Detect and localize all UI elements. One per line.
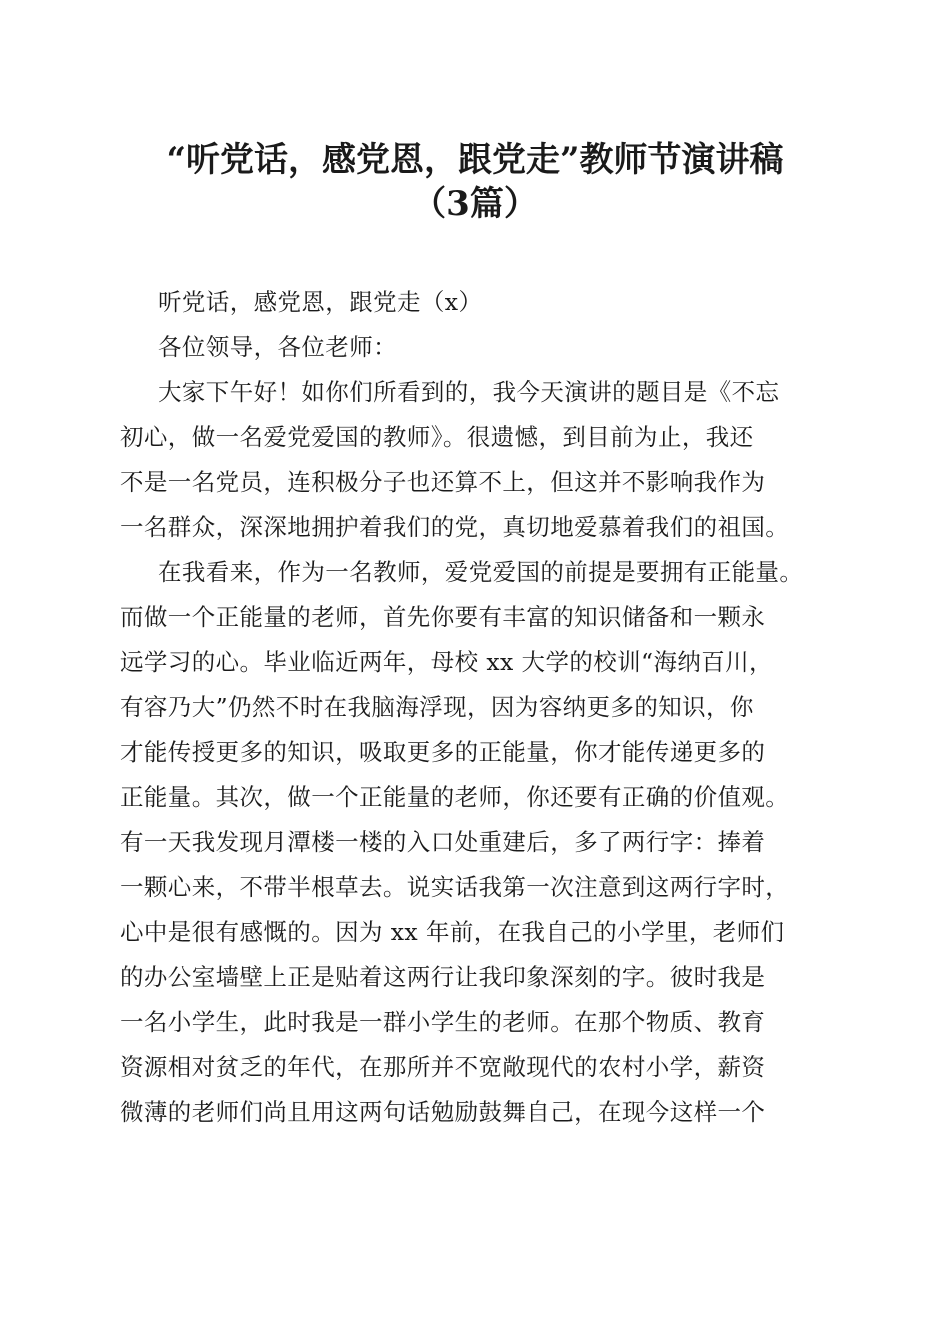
text-line: 远学习的心。毕业临近两年，母校 xx 大学的校训“海纳百川， [120,648,773,676]
text-line: 才能传授更多的知识，吸取更多的正能量，你才能传递更多的 [120,738,766,766]
text-line: 一名群众，深深地拥护着我们的党，真切地爱慕着我们的祖国。 [120,513,790,541]
text-line: 心中是很有感慨的。因为 xx 年前，在我自己的小学里，老师们 [120,918,785,946]
text-line: 听党话，感党恩，跟党走（x） [158,288,483,316]
text-line: 微薄的老师们尚且用这两句话勉励鼓舞自己，在现今这样一个 [120,1098,766,1126]
document-body [120,280,840,1135]
text-line: 不是一名党员，连积极分子也还算不上，但这并不影响我作为 [120,468,766,496]
text-line: 有容乃大”仍然不时在我脑海浮现，因为容纳更多的知识，你 [120,693,754,721]
text-line: 一名小学生，此时我是一群小学生的老师。在那个物质、教育 [120,1008,766,1036]
text-line: 正能量。其次，做一个正能量的老师，你还要有正确的价值观。 [120,783,790,811]
text-line: 初心，做一名爱党爱国的教师》。很遗憾，到目前为止，我还 [120,423,754,451]
text-line: 而做一个正能量的老师，首先你要有丰富的知识储备和一颗永 [120,603,766,631]
text-line: 的办公室墙壁上正是贴着这两行让我印象深刻的字。彼时我是 [120,963,766,991]
text-line: 有一天我发现月潭楼一楼的入口处重建后，多了两行字：捧着 [120,828,766,856]
text-line: 大家下午好！如你们所看到的，我今天演讲的题目是《不忘 [158,378,780,406]
text-line: 各位领导，各位老师： [158,333,397,361]
document-title-subtitle: （3篇） [412,184,538,224]
text-line: 一颗心来，不带半根草去。说实话我第一次注意到这两行字时， [120,873,790,901]
document-title: “听党话，感党恩，跟党走”教师节演讲稿 [166,140,784,180]
text-line: 在我看来，作为一名教师，爱党爱国的前提是要拥有正能量。 [158,558,804,586]
text-line: 资源相对贫乏的年代，在那所并不宽敞现代的农村小学，薪资 [120,1053,766,1081]
